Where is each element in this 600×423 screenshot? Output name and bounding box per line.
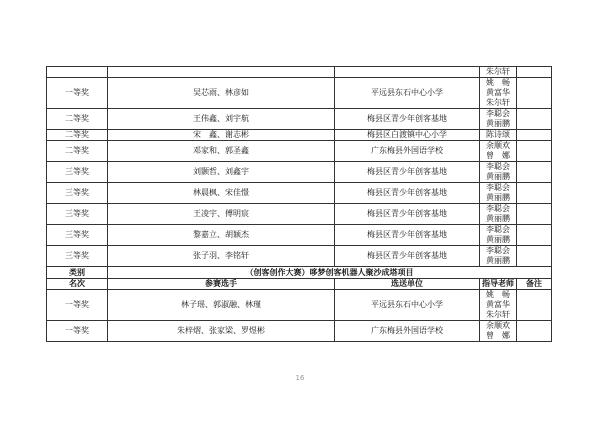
teacher-name: 黄丽鹏 [486,256,510,265]
rank-cell: 三等奖 [47,204,108,225]
unit-cell: 梅县区青少年创客基地 [335,246,480,267]
rank-cell: 一等奖 [47,290,108,321]
players-cell: 王凌宇、傅明宸 [108,204,335,225]
teachers-cell [480,67,517,78]
unit-cell [335,67,480,78]
table-row [47,67,552,78]
table-row [47,321,552,342]
players-cell: 张子羽、李铭轩 [108,246,335,267]
teachers-cell [480,246,517,267]
teacher-name: 李聪会 [486,246,510,255]
table-row [47,130,552,141]
rank-cell: 三等奖 [47,183,108,204]
players-cell [108,67,335,78]
players-cell: 吴芯雨、林彦如 [108,78,335,109]
note-cell [517,204,552,225]
unit-cell: 平远县东石中心小学 [335,290,480,321]
players-cell: 邓家和、郭圣鑫 [108,141,335,162]
note-cell [517,321,552,342]
rank-cell: 二等奖 [47,130,108,141]
teacher-name: 李聪会 [486,162,510,171]
players-cell: 黎嘉立、胡颖杰 [108,225,335,246]
note-cell [517,141,552,162]
unit-cell: 梅县区青少年创客基地 [335,109,480,130]
teacher-name: 黄富华 [486,300,510,309]
teachers-cell [480,130,517,141]
teachers-cell [480,141,517,162]
rank-cell [47,67,108,78]
table-row [47,78,552,109]
unit-cell: 梅县区青少年创客基地 [335,183,480,204]
teacher-name: 曾 娜 [486,151,510,160]
rank-cell: 三等奖 [47,246,108,267]
note-cell [517,130,552,141]
teacher-name: 黄富华 [486,88,510,97]
category-section [47,267,552,290]
unit-cell: 梅县区青少年创客基地 [335,204,480,225]
teachers-cell [480,162,517,183]
teacher-name: 黄丽鹏 [486,193,510,202]
teacher-name: 李聪会 [486,183,510,192]
note-cell [517,183,552,204]
rank-cell: 三等奖 [47,162,108,183]
header-note: 备注 [517,279,552,290]
note-cell [517,290,552,321]
teacher-name: 陈诗颂 [486,130,510,139]
teacher-name: 黄丽鹏 [486,214,510,223]
header-teachers: 指导老师 [480,279,517,290]
teacher-name: 黄丽鹏 [486,172,510,181]
teacher-name: 李聪会 [486,204,510,213]
header-rank: 名次 [47,279,108,290]
teachers-cell [480,225,517,246]
unit-cell: 广东梅县外国语学校 [335,321,480,342]
teachers-cell [480,109,517,130]
rank-cell: 二等奖 [47,109,108,130]
rank-cell: 一等奖 [47,321,108,342]
note-cell [517,109,552,130]
unit-cell: 梅县区青少年创客基地 [335,225,480,246]
teacher-name: 李聪会 [486,225,510,234]
note-cell [517,67,552,78]
category-title: （创客创作大赛）哆梦创客机器人聚沙成塔项目 [108,267,552,279]
table-row [47,183,552,204]
teacher-name: 黄丽鹏 [486,235,510,244]
teachers-cell [480,290,517,321]
table-row [47,141,552,162]
header-unit: 选送单位 [335,279,480,290]
header-row [47,279,552,290]
rank-cell: 三等奖 [47,225,108,246]
note-cell [517,225,552,246]
note-cell [517,246,552,267]
rank-cell: 一等奖 [47,78,108,109]
players-cell: 刘颢哲、刘鑫宇 [108,162,335,183]
unit-cell: 梅县区白渡镇中心小学 [335,130,480,141]
unit-cell: 平远县东石中心小学 [335,78,480,109]
table-row [47,162,552,183]
teachers-cell [480,204,517,225]
teachers-cell [480,183,517,204]
category-label: 类别 [47,267,108,279]
award-rows-lower [47,290,552,342]
teacher-name: 李聪会 [486,109,510,118]
players-cell: 宋 鑫、谢志彬 [108,130,335,141]
players-cell: 王伟鑫、刘宇航 [108,109,335,130]
teachers-cell [480,78,517,109]
players-cell: 林晨枫、宋佳憬 [108,183,335,204]
header-players: 参赛选手 [108,279,335,290]
page-number: 16 [295,374,305,382]
table-row [47,225,552,246]
note-cell [517,162,552,183]
players-cell: 林子瑶、郭淑融、林瑾 [108,290,335,321]
teacher-name: 姚 畅 [486,78,510,87]
table-row [47,290,552,321]
unit-cell: 梅县区青少年创客基地 [335,162,480,183]
table-row [47,109,552,130]
teachers-cell [480,321,517,342]
award-table [46,66,552,342]
teacher-name: 朱尔轩 [486,98,510,107]
table-row [47,204,552,225]
teacher-name: 余顺欢 [486,321,510,330]
category-row [47,267,552,279]
award-rows-upper [47,67,552,267]
teacher-name: 朱尔轩 [486,310,510,319]
table-row [47,246,552,267]
teacher-name: 黄丽鹏 [486,119,510,128]
players-cell: 朱梓熠、张家梁、罗煜彬 [108,321,335,342]
rank-cell: 二等奖 [47,141,108,162]
note-cell [517,78,552,109]
teacher-name: 朱尔轩 [486,67,510,76]
teacher-name: 曾 娜 [486,331,510,340]
teacher-name: 余顺欢 [486,141,510,150]
teacher-name: 姚 畅 [486,290,510,299]
unit-cell: 广东梅县外国语学校 [335,141,480,162]
